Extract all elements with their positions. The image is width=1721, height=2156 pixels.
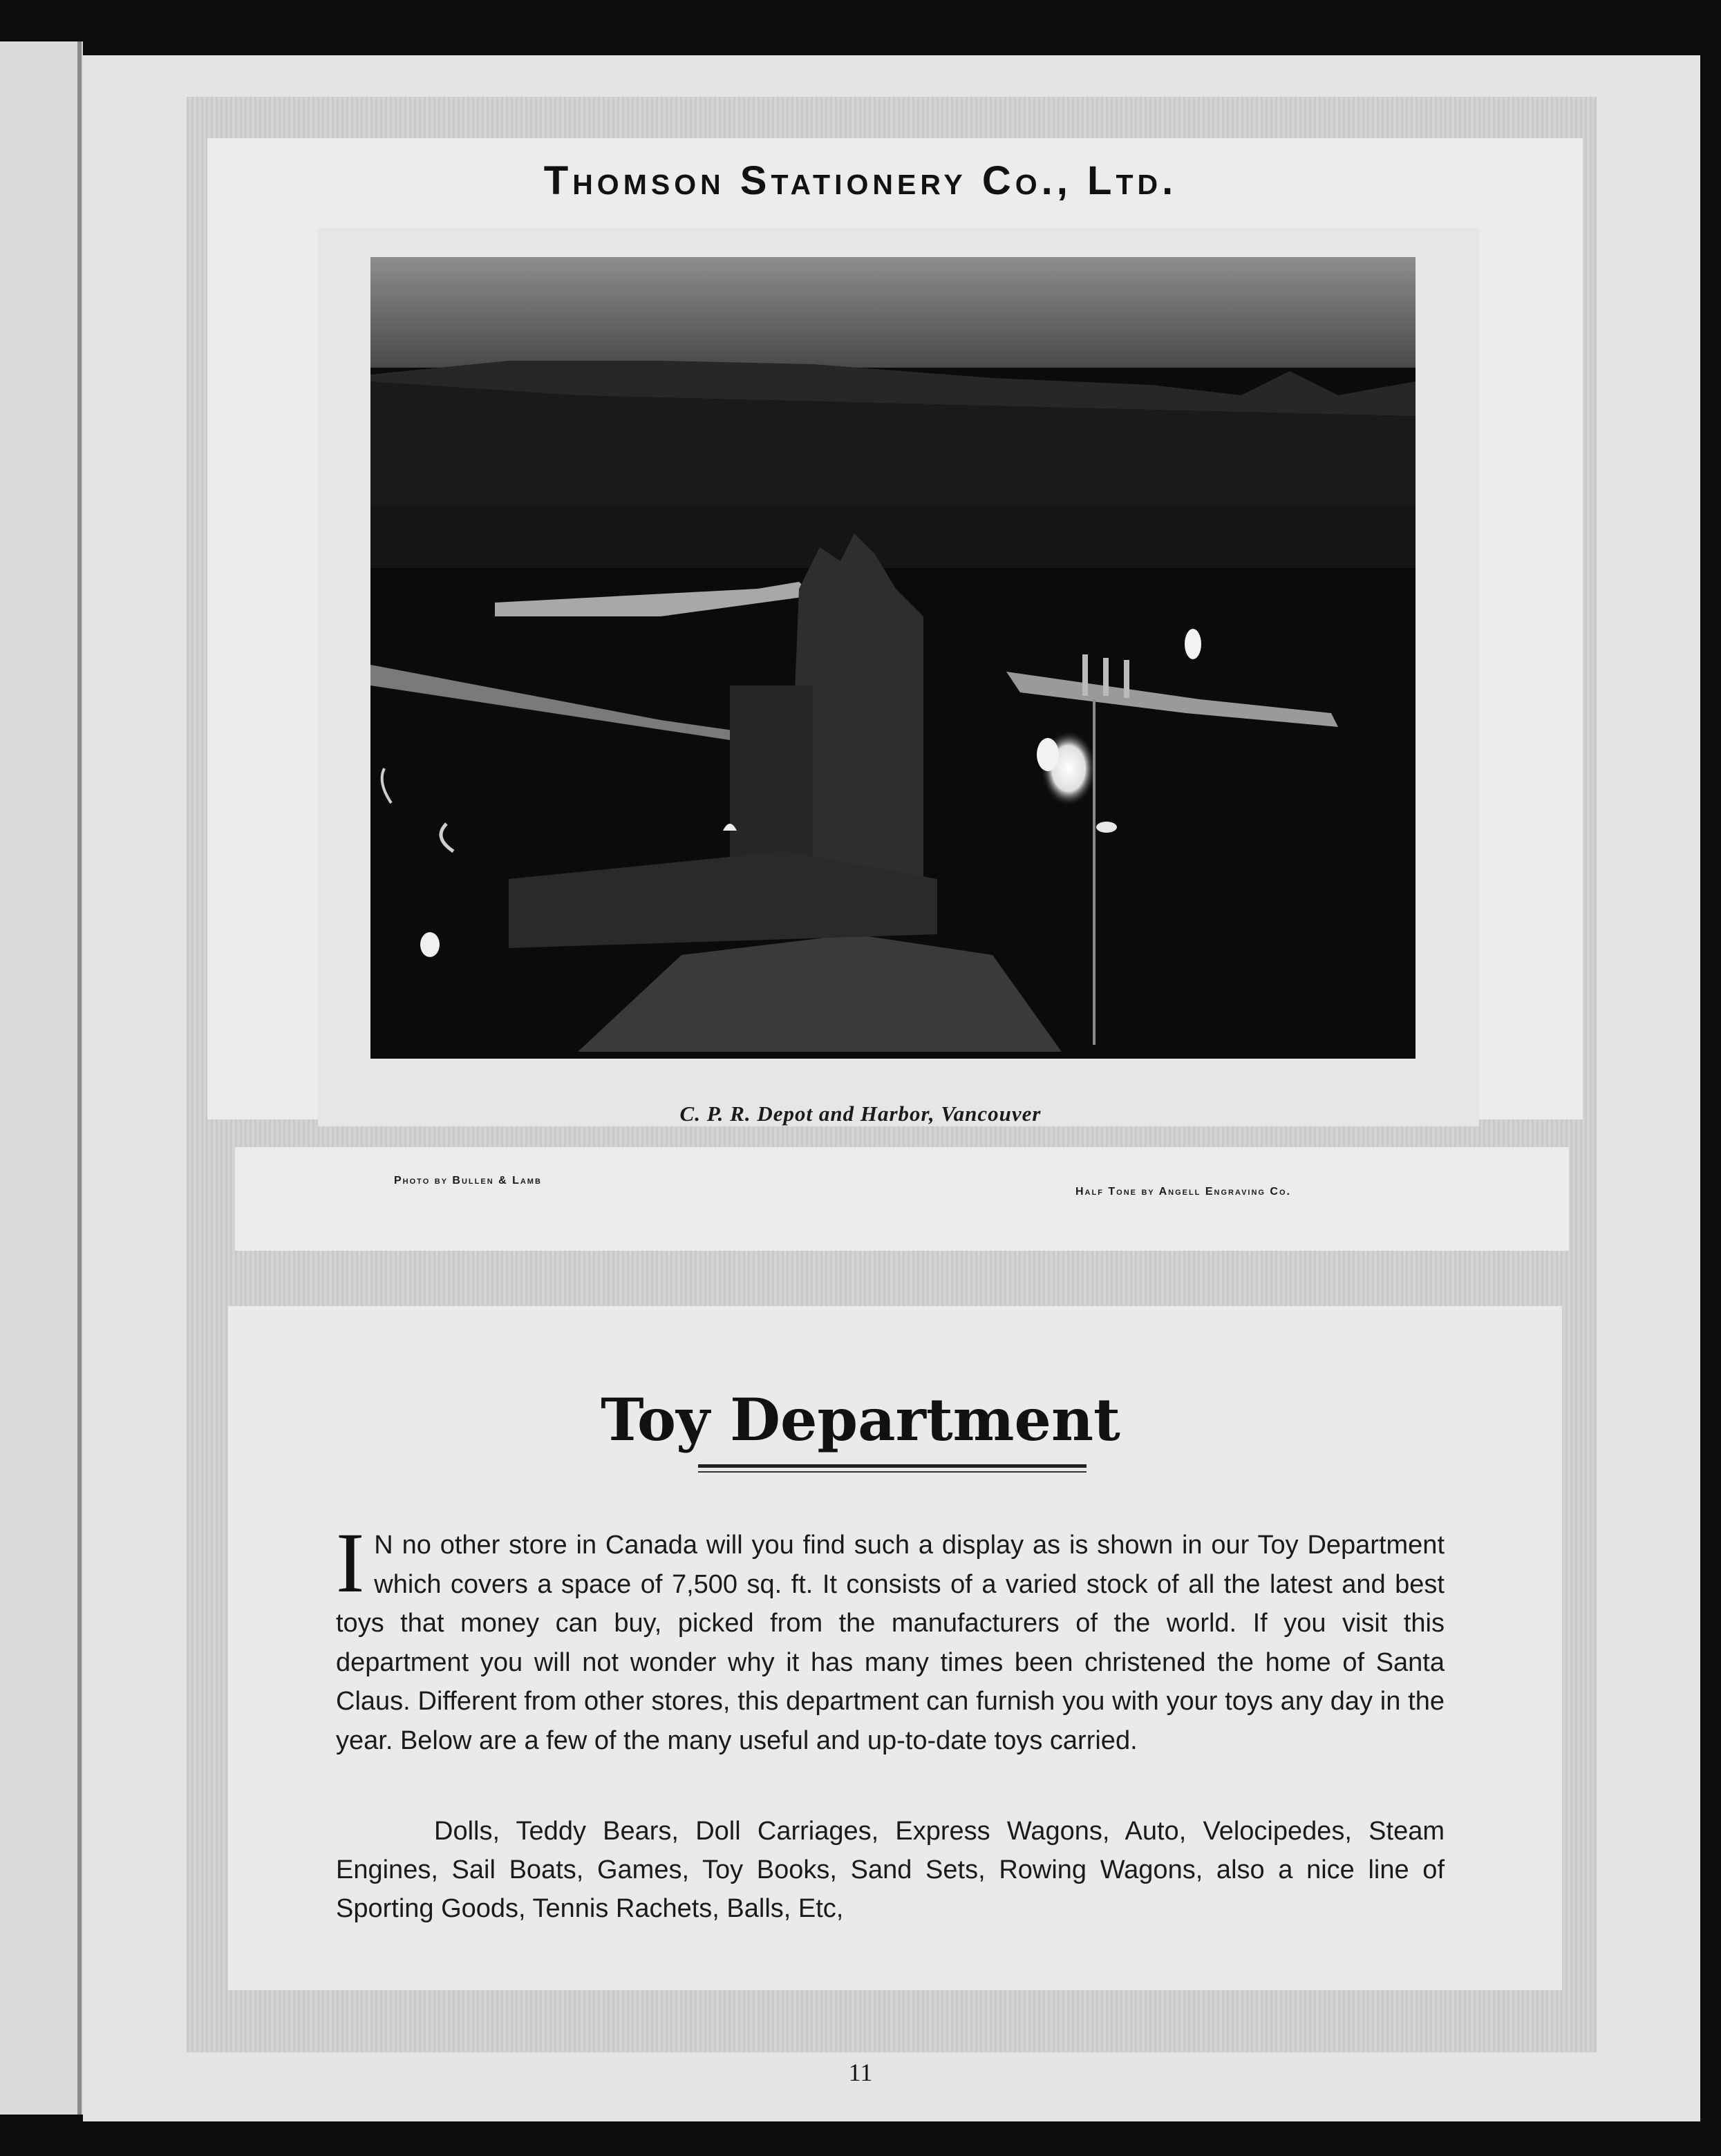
binding-holes: [0, 41, 83, 2115]
section-title: Toy Department: [601, 1386, 1120, 1454]
harbor-photograph: [370, 257, 1416, 1059]
engraving-credit: Half Tone by Angell Engraving Co.: [1075, 1186, 1291, 1198]
intro-paragraph: [336, 1515, 1445, 1760]
toy-list-paragraph: Dolls, Teddy Bears, Doll Carriages, Express Wagons, Auto, Velocipedes, Steam Engines, Sail Boats, Games, Toy Books, Sand Sets, Rowing Wagons, also a nice line of Sporting Goods, Tennis Rachets, Balls, Etc,: [336, 1817, 1445, 1923]
credit-band: [235, 1147, 1569, 1251]
photo-credit: Photo by Bullen & Lamb: [394, 1175, 542, 1186]
drop-cap: I: [336, 1515, 365, 1610]
photo-caption: C. P. R. Depot and Harbor, Vancouver: [679, 1101, 1042, 1126]
company-name: Thomson Stationery Co., Ltd.: [543, 158, 1178, 203]
title-underline: [698, 1464, 1087, 1468]
harbor-photo-image: [370, 257, 1416, 1059]
page-number: 11: [848, 2059, 873, 2086]
title-underline-thin: [698, 1471, 1087, 1473]
intro-text: N no other store in Canada will you find such a display as is shown in our Toy Department which covers a space of 7,500 sq. ft. It consists of a varied stock of all the latest and best toys that money can buy, picked from the manufacturers of the world. If you visit this department you will not wonder why it has many times been christened the home of Santa Claus. Different from other stores, this department can furnish you with your toys any day in the year. Below are a few of the many useful and up-to-date toys carried.: [336, 1531, 1445, 1755]
